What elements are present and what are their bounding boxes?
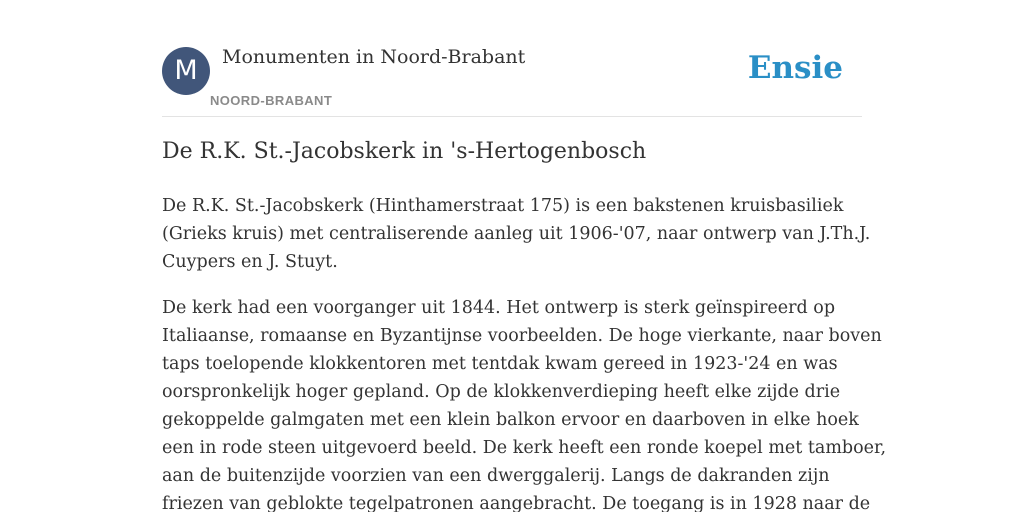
text-line: oorspronkelijk hoger gepland. Op de klokkenverdieping heeft elke zijde drie xyxy=(162,382,841,402)
header xyxy=(162,46,862,117)
text-line: een in rode steen uitgevoerd beeld. De kerk heeft een ronde koepel met tamboer, xyxy=(162,438,887,458)
text-line: (Grieks kruis) met centraliserende aanleg uit 1906-'07, naar ontwerp van J.Th.J. xyxy=(162,224,871,244)
text-line: Cuypers en J. Stuyt. xyxy=(162,252,338,272)
avatar[interactable]: M xyxy=(162,47,210,95)
text-line: friezen van geblokte tegelpatronen aangebracht. De toegang is in 1928 naar de xyxy=(162,494,871,512)
text-line: Italiaanse, romaanse en Byzantijnse voorbeelden. De hoge vierkante, naar boven xyxy=(162,326,882,346)
text-line: De R.K. St.-Jacobskerk (Hinthamerstraat 175) is een bakstenen kruisbasiliek xyxy=(162,196,844,216)
text-line: aan de buitenzijde voorzien van een dwerggalerij. Langs de dakranden zijn xyxy=(162,466,830,486)
category-link[interactable]: NOORD-BRABANT xyxy=(210,93,333,108)
ensie-logo[interactable]: Ensie xyxy=(747,50,843,86)
text-line: De kerk had een voorganger uit 1844. Het ontwerp is sterk geïnspireerd op xyxy=(162,298,836,318)
article-body xyxy=(162,192,887,512)
article-title: De R.K. St.-Jacobskerk in 's-Hertogenbosch xyxy=(162,139,647,164)
text-line: taps toelopende klokkentoren met tentdak kwam gereed in 1923-'24 en was xyxy=(162,354,838,374)
text-line: gekoppelde galmgaten met een klein balkon ervoor en daarboven in elke hoek xyxy=(162,410,859,430)
book-title-link[interactable]: Monumenten in Noord-Brabant xyxy=(222,46,526,68)
paragraph-1 xyxy=(162,192,871,276)
paragraph-2 xyxy=(162,294,887,512)
